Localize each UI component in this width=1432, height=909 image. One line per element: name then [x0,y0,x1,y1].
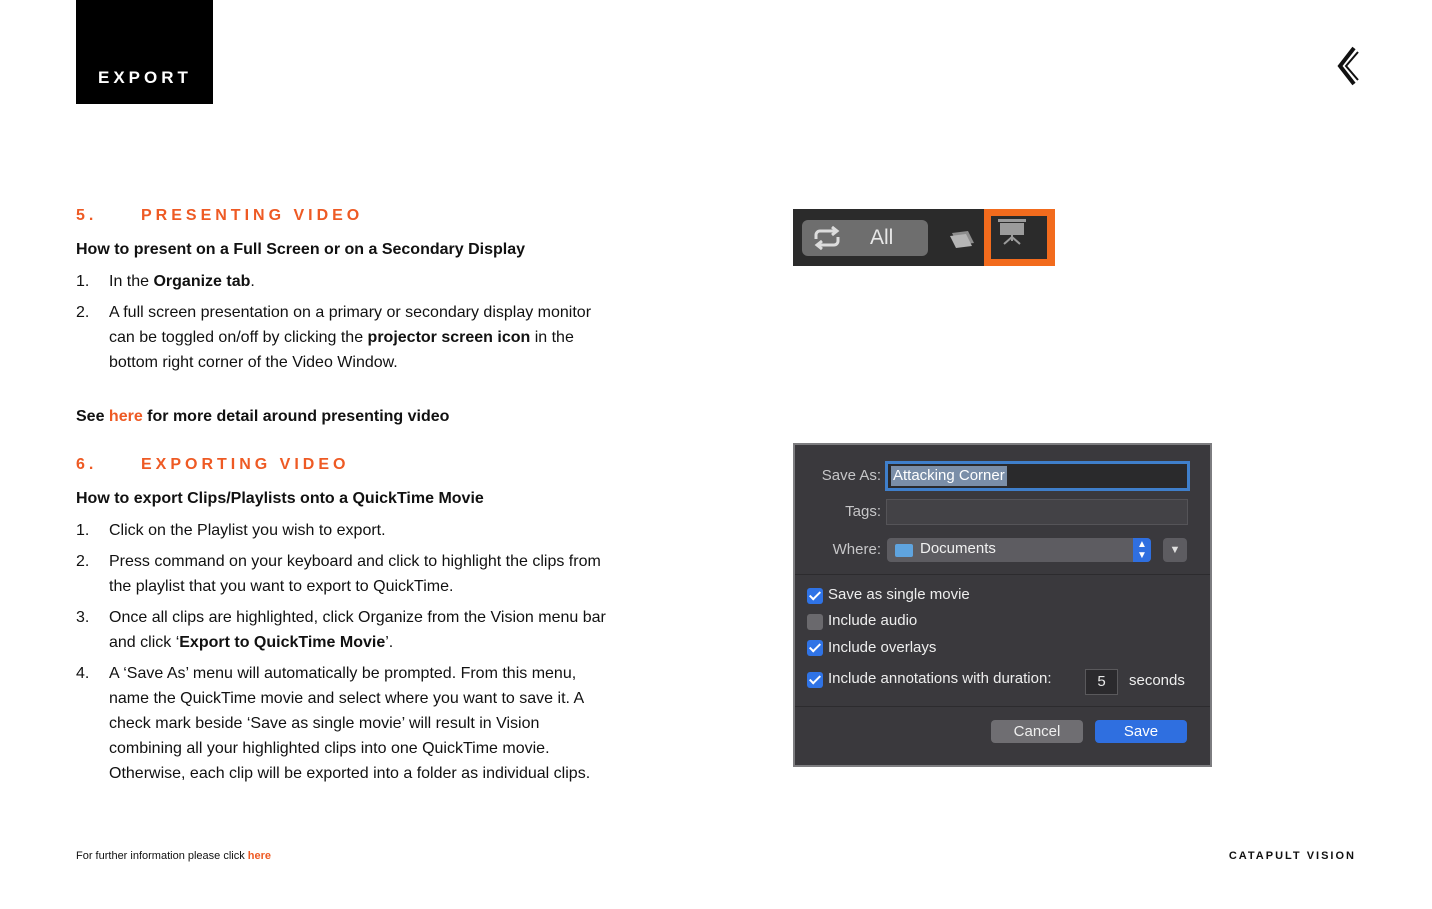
section-title: PRESENTING VIDEO [141,207,364,224]
single-movie-checkbox[interactable] [807,588,823,604]
projector-screen-icon[interactable] [997,217,1027,245]
include-annotations-label: Include annotations with duration: [828,670,1052,687]
where-label: Where: [832,541,881,558]
save-button[interactable]: Save [1095,720,1187,743]
section-subtitle: How to export Clips/Playlists onto a QuickTime Movie [76,490,484,507]
step-number: 3. [76,609,90,626]
list-item [76,300,621,375]
tags-label: Tags: [845,503,881,520]
section-heading-exporting-video [76,456,349,474]
step-text-end: ’. [385,634,394,651]
step-text: A full screen presentation on a primary or secondary display monitor can be toggled on/off by clicking the [109,304,592,346]
divider [795,706,1210,707]
save-as-input[interactable] [885,461,1190,491]
step-number: 1. [76,273,90,290]
footer-text: For further information please click [76,850,248,862]
step-number: 1. [76,522,90,539]
save-as-value: Attacking Corner [893,467,1005,484]
duration-input[interactable]: 5 [1085,669,1118,695]
step-number: 4. [76,665,90,682]
step-text: Once all clips are highlighted, click Organize from the Vision menu bar and click ‘ [109,609,606,651]
section-subtitle: How to present on a Full Screen or on a Secondary Display [76,241,525,258]
see-more-line [76,408,449,426]
catapult-logo-icon [1336,46,1360,86]
tags-input[interactable] [886,499,1188,525]
save-as-dialog [793,443,1212,767]
presenting-video-link[interactable]: here [108,408,143,425]
section-number: 6. [76,456,98,473]
step-number: 2. [76,553,90,570]
export-header-tab [76,0,213,104]
duration-unit: seconds [1129,672,1185,689]
step-text: Press command on your keyboard and click to highlight the clips from the playlist that you want to export to QuickTime. [109,553,601,595]
step-text: A ‘Save As’ menu will automatically be prompted. From this menu, name the QuickTime movie and select where you want to save it. A check mark beside ‘Save as single movie’ will result in Vision combining all your highlighted clips into one QuickTime movie. Otherwise, each clip will be exported into a folder as individual clips. [109,665,591,782]
list-item [76,269,621,294]
where-select[interactable] [887,538,1151,562]
step-text-end: . [250,273,255,290]
list-item [76,661,616,786]
include-audio-label: Include audio [828,612,918,629]
projector-highlight [984,209,1055,266]
section-number: 5. [76,207,98,224]
where-value: Documents [920,540,996,557]
loop-icon [810,226,844,250]
step-text: Click on the Playlist you wish to export. [109,522,386,539]
save-as-label: Save As: [821,467,881,484]
list-item [76,518,616,543]
step-bold-text: projector screen icon [367,329,531,346]
section-title: EXPORTING VIDEO [141,456,350,473]
footer-link[interactable]: here [247,850,272,862]
section-heading-presenting-video [76,207,363,225]
folder-icon [895,544,913,557]
video-window-toolbar [793,209,1055,266]
footer-brand: CATAPULT VISION [1228,850,1356,862]
include-audio-checkbox[interactable] [807,614,823,630]
exporting-steps-list [76,518,616,792]
include-annotations-checkbox[interactable] [807,672,823,688]
step-text-end: in the bottom right corner of the Video Window. [109,329,574,371]
step-text: In the [109,273,154,290]
see-prefix: See [76,408,109,425]
step-number: 2. [76,304,90,321]
list-item [76,549,616,599]
list-item [76,605,616,655]
all-label: All [870,226,894,249]
step-bold-text: Organize tab [153,273,251,290]
include-overlays-checkbox[interactable] [807,640,823,656]
see-suffix: for more detail around presenting video [142,408,450,425]
expand-dialog-button[interactable] [1163,538,1187,562]
divider [795,574,1210,575]
chevron-updown-icon: ▲ ▼ [1133,538,1151,562]
playlist-all-button[interactable] [802,220,928,256]
cancel-button[interactable]: Cancel [991,720,1083,743]
export-tab-label: EXPORT [98,68,192,87]
include-overlays-label: Include overlays [828,639,937,656]
presenting-steps-list [76,269,621,381]
layers-icon[interactable] [948,227,978,249]
step-bold-text: Export to QuickTime Movie [179,634,386,651]
single-movie-label: Save as single movie [828,586,970,603]
chevron-down-icon: ▼ [1169,544,1181,556]
footer-info [76,850,271,862]
